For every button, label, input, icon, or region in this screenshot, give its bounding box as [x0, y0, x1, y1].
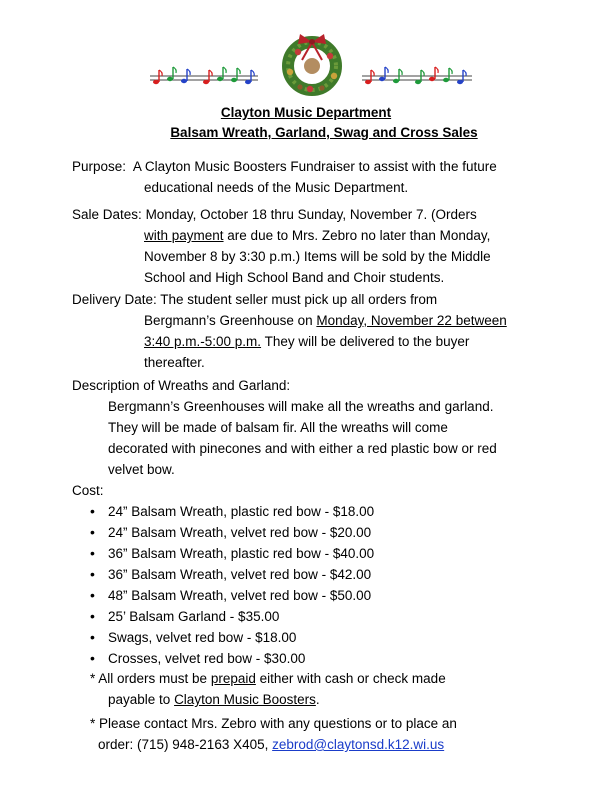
cost-section: [72, 480, 572, 669]
purpose-text: A Clayton Music Boosters Fundraiser to assist with the future: [132, 159, 497, 174]
prepaid-note: [90, 668, 590, 689]
purpose-text: educational needs of the Music Department.: [144, 180, 409, 195]
note-icon: [217, 67, 226, 81]
delivery-text: The student seller must pick up all orders from: [160, 292, 438, 307]
note-icon: [203, 70, 212, 84]
note-icon: [379, 67, 388, 81]
prepaid-text: prepaid: [210, 671, 256, 686]
delivery-date-text: Monday, November 22 between: [316, 313, 507, 328]
delivery-text: They will be delivered to the buyer: [261, 334, 470, 349]
description-line: They will be made of balsam fir. All the wreaths will come: [108, 420, 448, 435]
purpose-section: [72, 156, 572, 198]
with-payment-text: with payment: [144, 228, 224, 243]
description-line: decorated with pinecones and with either a red plastic bow or red: [108, 441, 497, 456]
contact-text: * Please contact Mrs. Zebro with any questions or to place an: [90, 716, 457, 731]
delivery-time-text: 3:40 p.m.-5:00 p.m.: [144, 334, 262, 349]
description-line: Bergmann’s Greenhouses will make all the wreaths and garland.: [108, 399, 494, 414]
sale-dates-section: [72, 204, 572, 288]
sale-dates-text: are due to Mrs. Zebro no later than Monday,: [223, 228, 491, 243]
delivery-text: Bergmann’s Greenhouse on: [144, 313, 317, 328]
contact-section: [90, 713, 590, 755]
list-item: • 36” Balsam Wreath, velvet red bow - $42.00: [72, 564, 572, 585]
description-line: velvet bow.: [108, 462, 175, 477]
note-icon: [415, 70, 424, 84]
note-icon: [429, 67, 438, 81]
list-item: • 36” Balsam Wreath, plastic red bow - $40.00: [72, 543, 572, 564]
email-link[interactable]: zebrod@claytonsd.k12.wi.us: [272, 737, 445, 752]
notes-section: [90, 668, 590, 710]
contact-text: order: (715) 948-2163 X405,: [98, 737, 273, 752]
list-item: • 48” Balsam Wreath, velvet red bow - $50.00: [72, 585, 572, 606]
note-text: * All orders must be: [90, 671, 211, 686]
note-icon: [245, 70, 254, 84]
sale-dates-text: School and High School Band and Choir students.: [144, 270, 445, 285]
sale-dates-label: Sale Dates:: [72, 207, 142, 222]
wreath-icon: [287, 34, 337, 92]
description-heading: Description of Wreaths and Garland:: [72, 378, 291, 393]
cost-list: [72, 501, 572, 669]
music-notes-right: [362, 67, 472, 84]
cost-heading: Cost:: [72, 483, 104, 498]
music-notes-left: [150, 67, 258, 84]
delivery-text: thereafter.: [144, 355, 205, 370]
delivery-section: [72, 289, 572, 373]
list-item: • Swags, velvet red bow - $18.00: [72, 627, 572, 648]
note-text: .: [315, 692, 320, 707]
list-item: • Crosses, velvet red bow - $30.00: [72, 648, 572, 669]
purpose-label: Purpose:: [72, 159, 127, 174]
page-subtitle: Balsam Wreath, Garland, Swag and Cross Sales: [170, 125, 478, 140]
list-item: • 24” Balsam Wreath, plastic red bow - $18.00: [72, 501, 572, 522]
delivery-label: Delivery Date:: [72, 292, 157, 307]
sale-dates-text: November 8 by 3:30 p.m.) Items will be sold by the Middle: [144, 249, 491, 264]
sale-dates-text: Monday, October 18 thru Sunday, November 7. (Orders: [145, 207, 477, 222]
list-item: • 25’ Balsam Garland - $35.00: [72, 606, 572, 627]
note-icon: [365, 70, 374, 84]
page-title: Clayton Music Department: [220, 105, 392, 120]
note-icon: [457, 70, 466, 84]
note-text: either with cash or check made: [255, 671, 446, 686]
list-item: • 24” Balsam Wreath, velvet red bow - $20.00: [72, 522, 572, 543]
header-artwork: [140, 30, 480, 96]
note-text: payable to: [108, 692, 175, 707]
note-icon: [167, 67, 176, 81]
payee-text: Clayton Music Boosters: [174, 692, 316, 707]
note-icon: [153, 70, 162, 84]
description-section: [72, 375, 572, 480]
